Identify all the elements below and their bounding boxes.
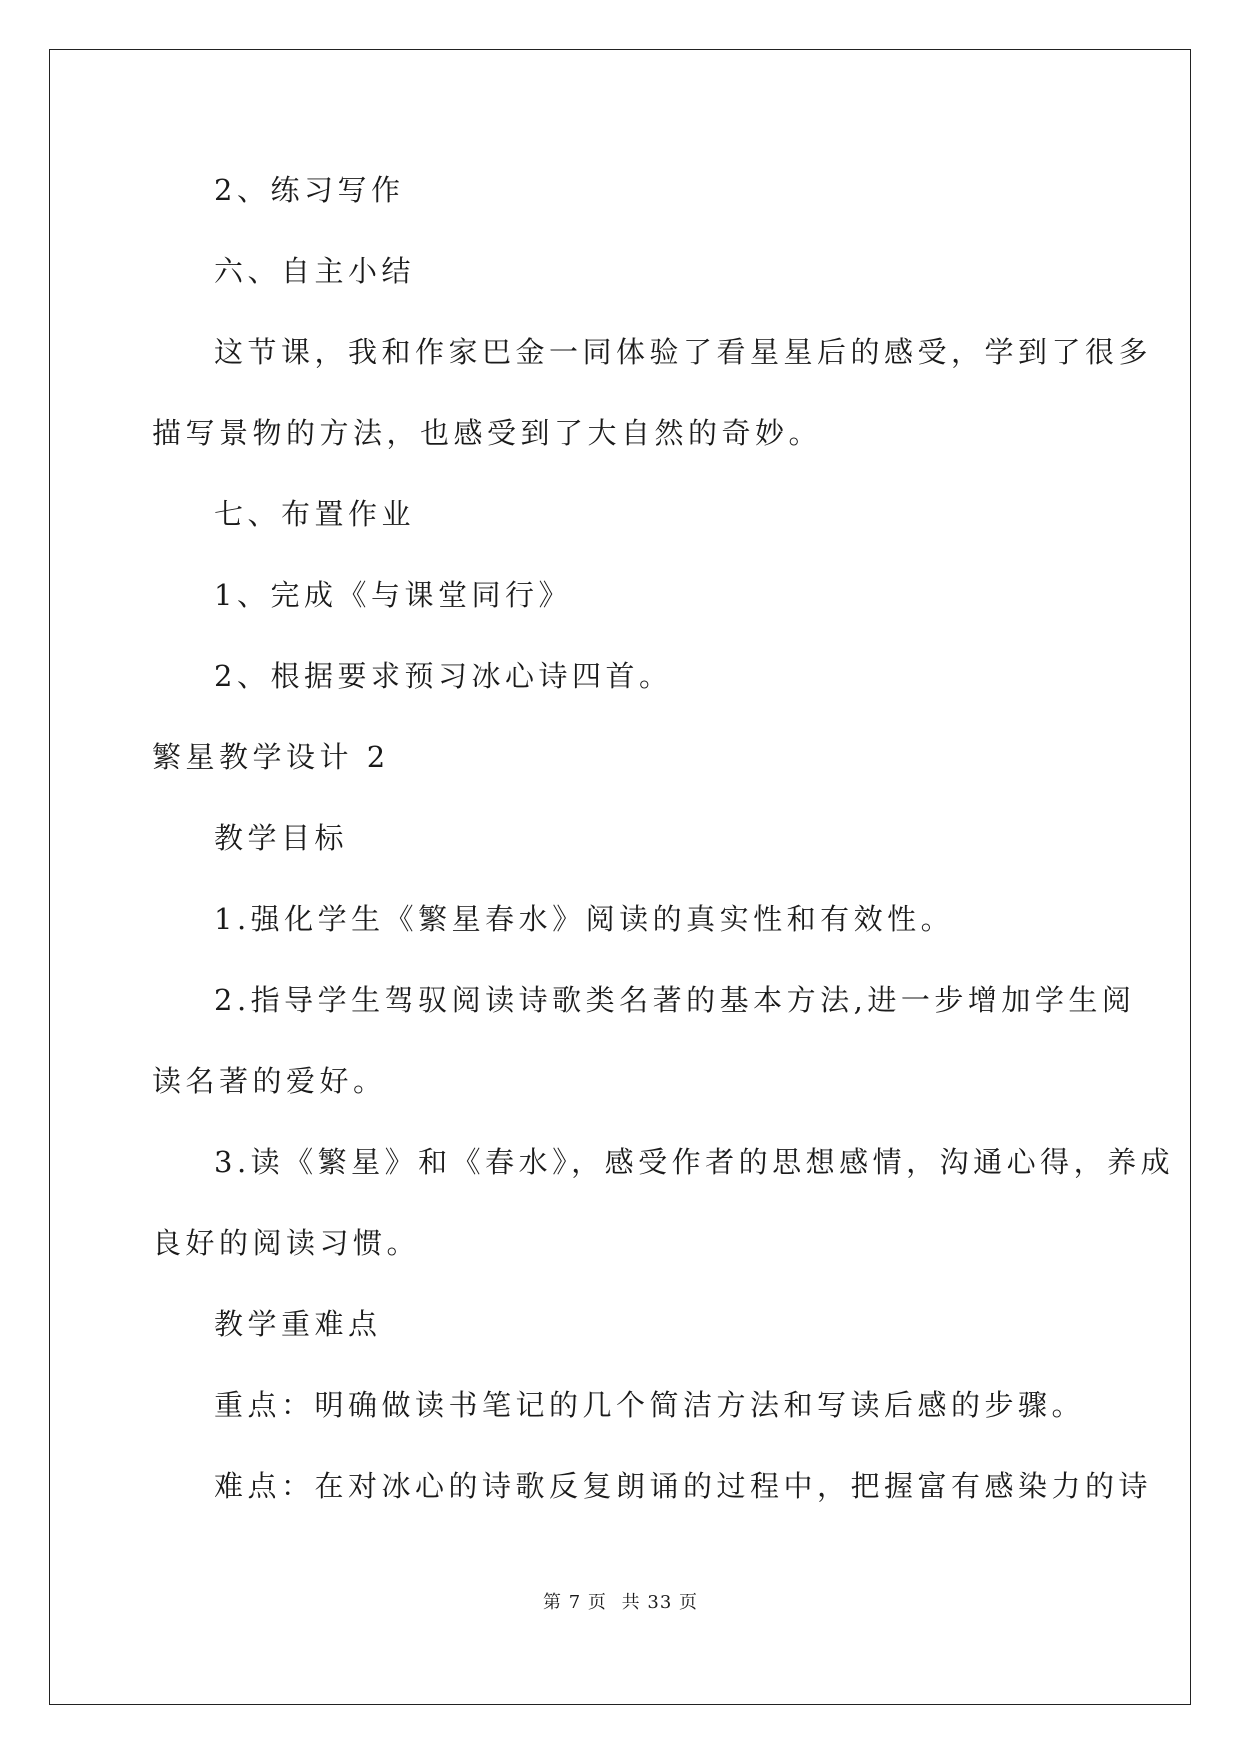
text-line: 良好的阅读习惯。 — [152, 1226, 421, 1260]
page-footer — [0, 1591, 1241, 1615]
section-heading: 教学重难点 — [214, 1307, 382, 1341]
text-line: 这节课，我和作家巴金一同体验了看星星后的感受，学到了很多 — [214, 335, 1153, 369]
text-line: 难点：在对冰心的诗歌反复朗诵的过程中，把握富有感染力的诗 — [214, 1469, 1153, 1503]
text-line: 1.强化学生《繁星春水》阅读的真实性和有效性。 — [214, 902, 955, 936]
text-line: 1、完成《与课堂同行》 — [214, 578, 572, 612]
text-line: 读名著的爱好。 — [152, 1064, 387, 1098]
text-line: 2、练习写作 — [214, 173, 405, 207]
text-line: 2、根据要求预习冰心诗四首。 — [214, 659, 673, 693]
page-total: 共 33 页 — [621, 1592, 698, 1613]
section-heading: 教学目标 — [214, 821, 349, 855]
document-title: 繁星教学设计 2 — [152, 740, 390, 774]
text-line: 重点：明确做读书笔记的几个简洁方法和写读后感的步骤。 — [214, 1388, 1086, 1422]
section-heading: 六、自主小结 — [214, 254, 416, 288]
text-line: 3.读《繁星》和《春水》，感受作者的思想感情，沟通心得，养成 — [214, 1145, 1175, 1179]
page-number: 第 7 页 — [543, 1592, 607, 1613]
text-line: 2.指导学生驾驭阅读诗歌类名著的基本方法,进一步增加学生阅 — [214, 983, 1136, 1017]
section-heading: 七、布置作业 — [214, 497, 416, 531]
text-line: 描写景物的方法，也感受到了大自然的奇妙。 — [152, 416, 823, 450]
page-border — [49, 49, 1191, 1705]
